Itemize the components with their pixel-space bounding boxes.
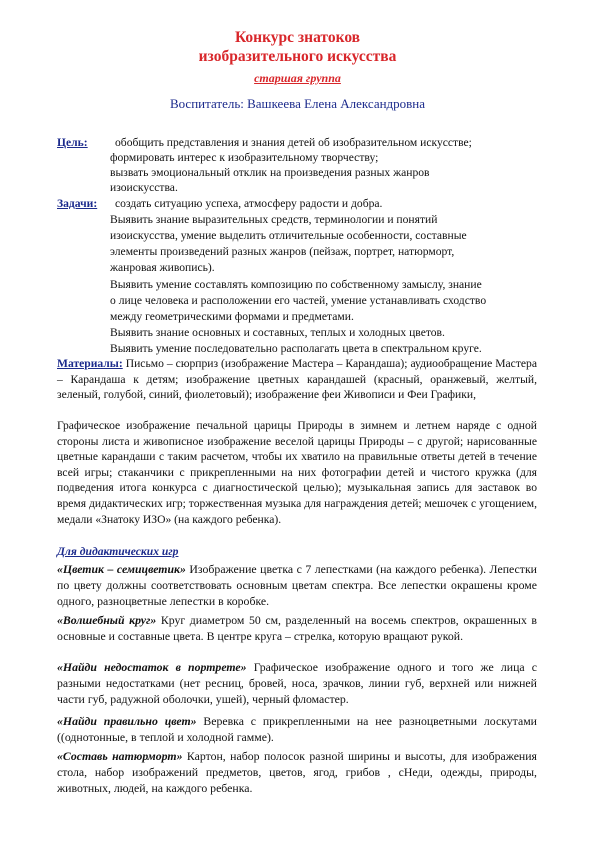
game-name: «Волшебный круг» (57, 613, 157, 627)
game-item (57, 748, 537, 796)
game-item (57, 561, 537, 609)
game-name: «Составь натюрморт» (57, 749, 183, 763)
game-name: «Найди правильно цвет» (57, 714, 197, 728)
tasks-line: Выявить знание выразительных средств, терминологии и понятий (110, 213, 438, 226)
tasks-line: элементы произведений разных жанров (пейзаж, портрет, натюрморт, (110, 245, 455, 258)
game-item (57, 659, 537, 707)
tasks-line: Выявить умение последовательно располагать цвета в спектральном круге. (110, 342, 482, 355)
tasks-label: Задачи: (57, 197, 98, 210)
game-text: Изображение цветка с 7 лепестками (на каждого ребенка). Лепестки по цвету должны соответствовать основным цветам спектра. Все лепестки окрашены кроме одного, разноцветные лепестки в коробке. (57, 562, 537, 608)
goal-label: Цель: (57, 136, 88, 149)
tasks-line: жанровая живопись). (110, 261, 215, 274)
tasks-line: о лице человека и расположении его частей, умение устанавливать сходство (110, 294, 487, 307)
materials-paragraph (57, 356, 537, 403)
game-item (57, 713, 537, 745)
materials-paragraph-2: Графическое изображение печальной царицы Природы в зимнем и летнем наряде с одной стороны листа и живописное изображение веселой царицы Природы – с другой; нарисованные цветные карандаши с таким расчетом, чтобы их хватило на правильные ответы детей в течение всей игры; стаканчики с прикрепленными на них фотографии детей и чистого кружка (для подведения итога конкурса с диагностической целью); музыкальная запись для заставок во время дидактических игр; торжественная музыка для награждения детей; мешочек с угощением, медали «Знатоку ИЗО» (на каждого ребенка). (57, 419, 537, 526)
title-line-1: Конкурс знатоков (234, 29, 361, 46)
tasks-line: между геометрическими формами и предметами. (110, 310, 354, 323)
game-text: Круг диаметром 50 см, разделенный на восемь спектров, окрашенных в основные и составные цвета. В центре круга – стрелка, которую вращают рукой. (57, 613, 537, 643)
game-name: «Найди недостаток в портрете» (57, 660, 247, 674)
teacher-line: Воспитатель: Вашкеева Елена Александровна (169, 96, 426, 111)
tasks-line: создать ситуацию успеха, атмосферу радости и добра. (115, 197, 383, 210)
materials-label: Материалы: (57, 357, 123, 370)
game-text: Графическое изображение одного и того же лица с разными недостатками (нет ресниц, бровей, носа, зрачков, линии губ, верхней или нижней части губ, радужной оболочки, ушей), черный фломастер. (57, 660, 538, 706)
group-subtitle: старшая группа (254, 71, 341, 85)
game-item (57, 612, 537, 644)
game-name: «Цветик – семицветик» (57, 562, 186, 576)
tasks-line: Выявить умение составлять композицию по собственному замыслу, знание (110, 278, 482, 291)
game-text: Веревка с прикрепленными на нее разноцветными лоскутами ((однотонные, в теплой и холодной гамме). (57, 714, 537, 744)
goal-line: изоискусства. (110, 181, 178, 194)
tasks-line: Выявить знание основных и составных, теплых и холодных цветов. (110, 326, 445, 339)
goal-line: вызвать эмоциональный отклик на произведения разных жанров (110, 166, 430, 179)
goal-line: обобщить представления и знания детей об изобразительном искусстве; (115, 136, 472, 149)
game-text: Картон, набор полосок разной ширины и высоты, для изображения стола, набор изображений предметов, цветов, ягод, грибов , сНеди, одежды, природы, животных, людей, на каждого ребенка. (57, 749, 537, 795)
games-heading: Для дидактических игр (57, 545, 179, 558)
goal-line: формировать интерес к изобразительному творчеству; (110, 151, 379, 164)
tasks-line: изоискусства, умение выделить отличительные особенности, составные (110, 229, 467, 242)
title-line-2: изобразительного искусства (198, 48, 397, 65)
materials-text: Письмо – сюрприз (изображение Мастера – Карандаша); аудиообращение Мастера – Карандаша к детям; изображение цветных карандашей (красный, оранжевый, желтый, зеленый, голубой, синий, фиолетовый); изображение феи Живописи и Феи Графики, (57, 357, 537, 402)
